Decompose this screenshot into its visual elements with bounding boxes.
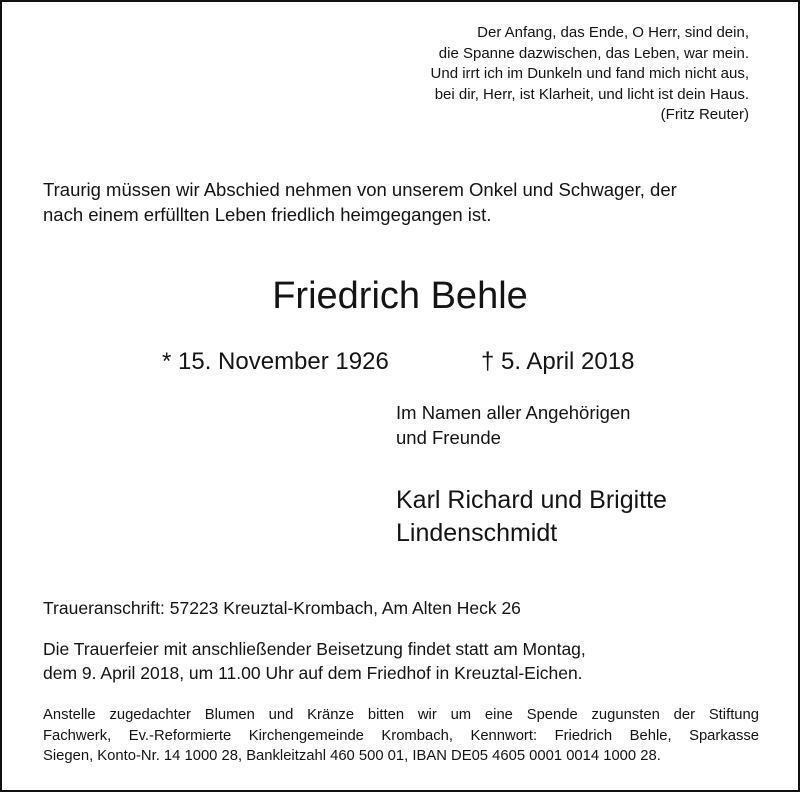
family-names-line: Karl Richard und Brigitte [396,486,667,514]
funeral-info [43,637,586,685]
mourning-address: Traueranschrift: 57223 Kreuztal-Krombach, Am Alten Heck 26 [43,598,521,618]
poem-author: (Fritz Reuter) [660,106,749,124]
death-date: † 5. April 2018 [481,348,635,375]
family-label-line: Im Namen aller Angehörigen [396,402,631,423]
family-label [396,400,630,450]
intro-text [43,177,677,227]
birth-date: * 15. November 1926 [162,348,389,375]
poem-line: die Spanne dazwischen, das Leben, war mein. [438,44,749,62]
donation-line: Siegen, Konto-Nr. 14 1000 28, Bankleitzahl 460 500 01, IBAN DE05 4605 0001 0014 1000 28. [43,748,661,765]
deceased-name: Friedrich Behle [272,275,528,317]
funeral-line: dem 9. April 2018, um 11.00 Uhr auf dem Friedhof in Kreuztal-Eichen. [43,663,583,683]
poem-line: Der Anfang, das Ende, O Herr, sind dein, [477,24,749,41]
family-label-line: und Freunde [396,427,501,448]
donation-info [43,705,759,767]
poem [431,23,749,126]
intro-line: Traurig müssen wir Abschied nehmen von unserem Onkel und Schwager, der [43,179,677,200]
poem-line: Und irrt ich im Dunkeln und fand mich nicht aus, [430,65,749,83]
funeral-line: Die Trauerfeier mit anschließender Beisetzung findet statt am Montag, [43,639,586,659]
family-names [396,484,667,550]
poem-line: bei dir, Herr, ist Klarheit, und licht ist dein Haus. [434,85,749,103]
donation-line: Anstelle zugedachter Blumen und Kränze bitten wir um eine Spende zugunsten der Stiftung [43,707,759,723]
intro-line: nach einem erfüllten Leben friedlich heimgegangen ist. [43,204,492,225]
donation-line: Fachwerk, Ev.-Reformierte Kirchengemeinde Krombach, Kennwort: Friedrich Behle, Sparkasse [43,727,759,744]
family-names-line: Lindenschmidt [396,519,558,547]
